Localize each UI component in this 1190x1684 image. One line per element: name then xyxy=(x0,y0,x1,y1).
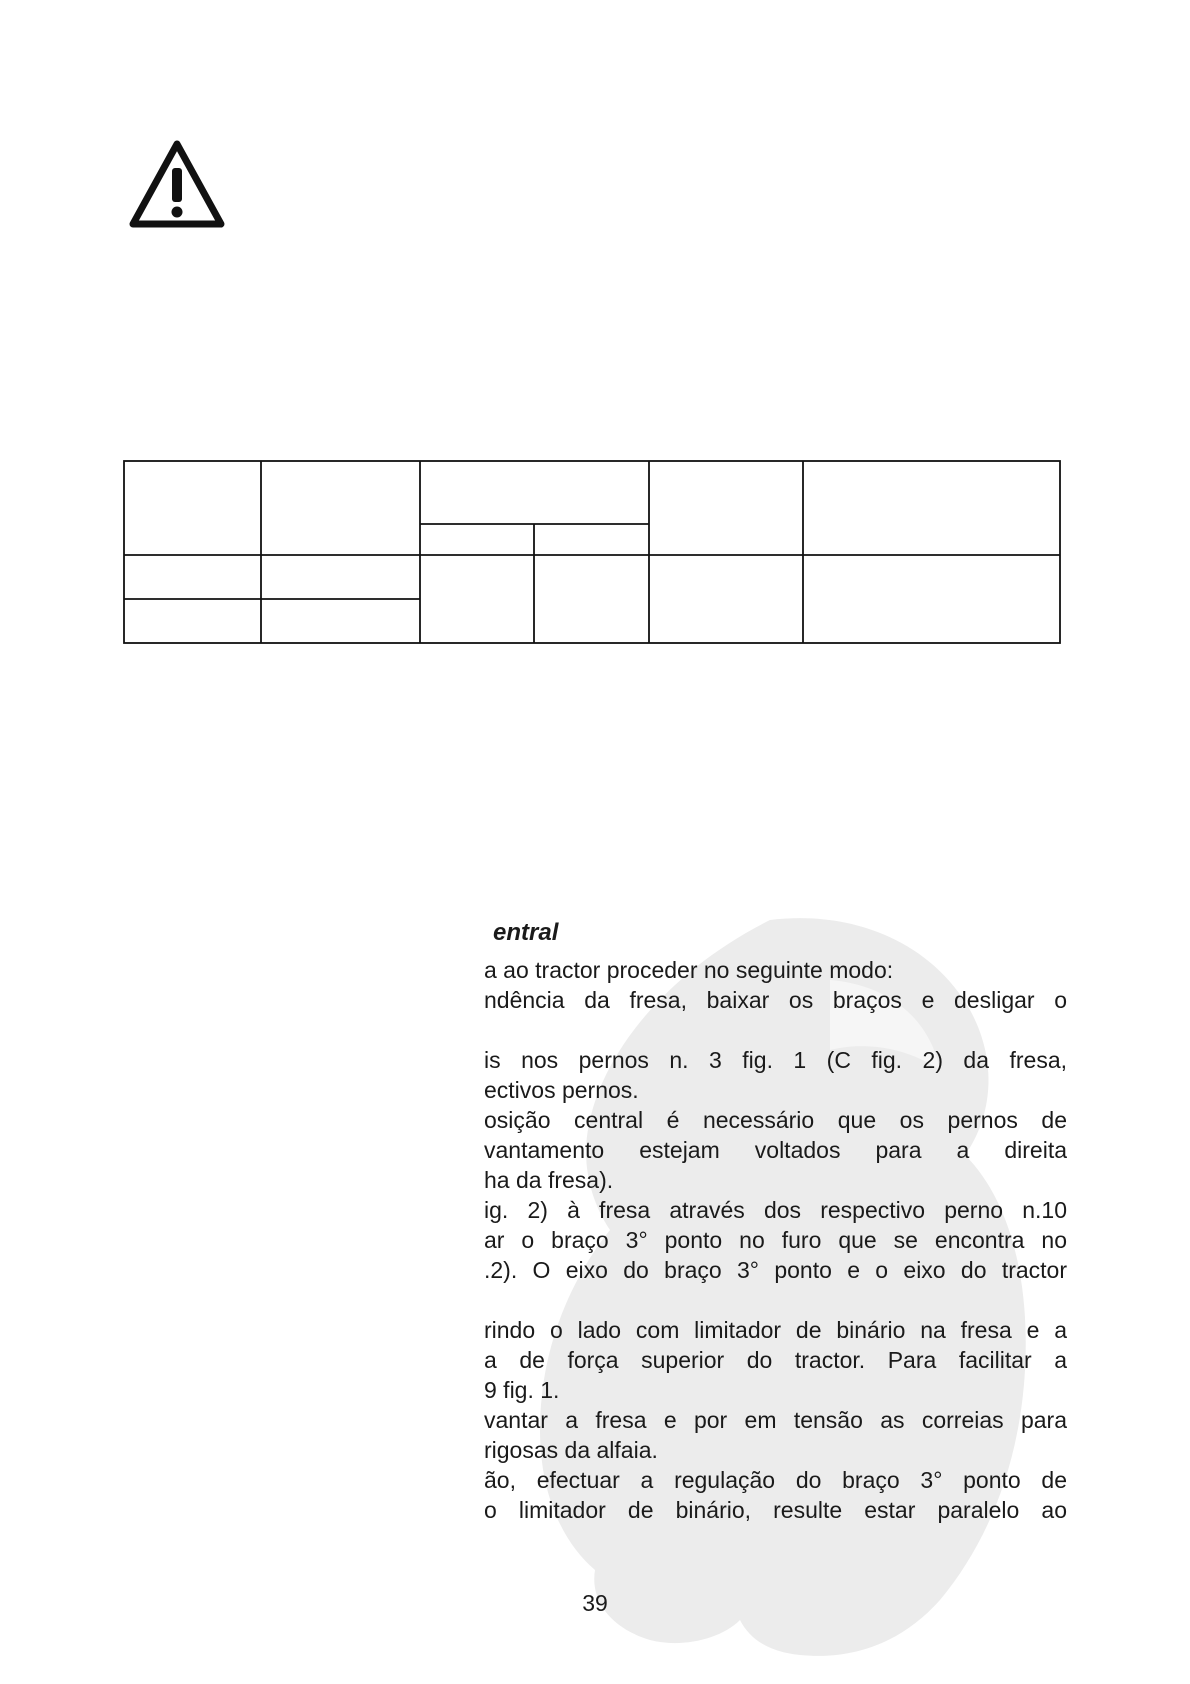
text-line: vantar a fresa e por em tensão as correias para xyxy=(484,1407,1067,1433)
text-line: ectivos pernos. xyxy=(484,1077,639,1103)
text-line: rigosas da alfaia. xyxy=(484,1437,658,1463)
body-text xyxy=(484,955,1067,1525)
text-line: osição central é necessário que os pernos de xyxy=(484,1107,1067,1133)
text-line: 9 fig. 1. xyxy=(484,1377,560,1403)
text-line: ar o braço 3° ponto no furo que se encontra no xyxy=(484,1227,1067,1253)
empty-table xyxy=(0,0,1190,700)
page-number: 39 xyxy=(582,1590,608,1616)
text-line: ndência da fresa, baixar os braços e desligar o xyxy=(484,987,1067,1013)
text-line: o limitador de binário, resulte estar paralelo ao xyxy=(484,1497,1067,1523)
text-line: ão, efectuar a regulação do braço 3° ponto de xyxy=(484,1467,1067,1493)
text-line: rindo o lado com limitador de binário na fresa e a xyxy=(484,1317,1067,1343)
text-line: ha da fresa). xyxy=(484,1167,614,1193)
text-line: ig. 2) à fresa através dos respectivo perno n.10 xyxy=(484,1197,1067,1223)
text-line: is nos pernos n. 3 fig. 1 (C fig. 2) da fresa, xyxy=(484,1047,1067,1073)
text-line: a de força superior do tractor. Para facilitar a xyxy=(484,1347,1067,1373)
text-line: .2). O eixo do braço 3° ponto e o eixo do tractor xyxy=(484,1257,1067,1283)
text-line: vantamento estejam voltados para a direita xyxy=(484,1137,1067,1163)
text-line: a ao tractor proceder no seguinte modo: xyxy=(484,957,894,983)
section-heading: entral xyxy=(493,919,559,946)
